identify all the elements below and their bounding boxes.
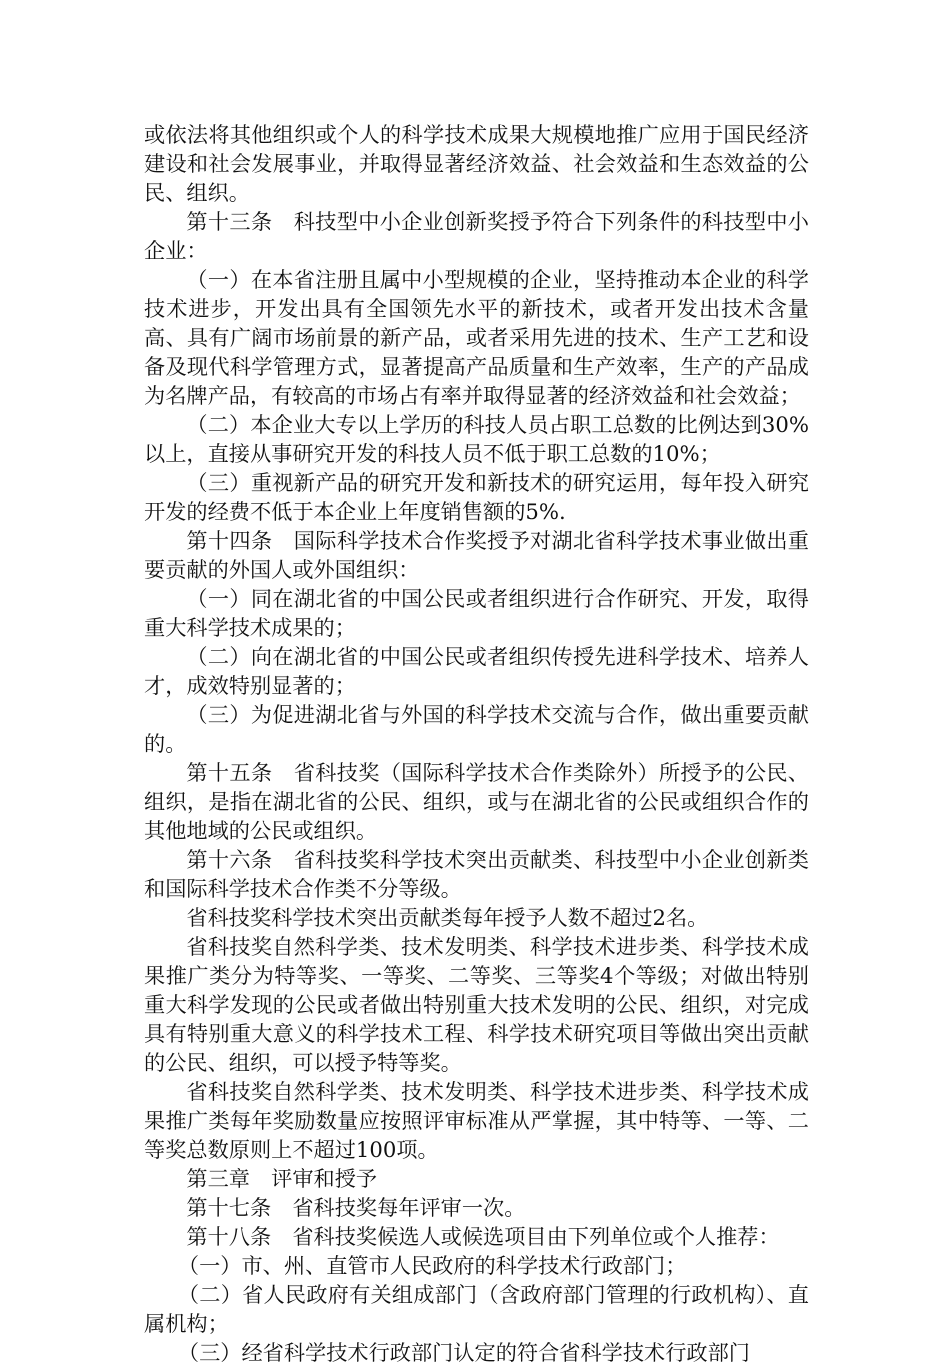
paragraph-continuation: 或依法将其他组织或个人的科学技术成果大规模地推广应用于国民经济建设和社会发展事业，并取得显著经济效益、社会效益和生态效益的公民、组织。 — [144, 122, 809, 205]
article-16: 第十六条 省科技奖科学技术突出贡献类、科技型中小企业创新类和国际科学技术合作类不分等级。 — [144, 847, 809, 901]
article-18-item-3: （三）经省科学技术行政部门认定的符合省科学技术行政部门 — [177, 1340, 750, 1365]
article-18-item-1: （一）市、州、直管市人民政府的科学技术行政部门； — [177, 1253, 687, 1278]
article-16-para-2: 省科技奖科学技术突出贡献类每年授予人数不超过2名。 — [186, 905, 709, 930]
article-13-item-3: （三）重视新产品的研究开发和新技术的研究运用，每年投入研究开发的经费不低于本企业上年度销售额的5%. — [144, 470, 809, 524]
document-body — [144, 120, 809, 1367]
article-14: 第十四条 国际科学技术合作奖授予对湖北省科学技术事业做出重要贡献的外国人或外国组织： — [144, 528, 809, 582]
article-14-item-1: （一）同在湖北省的中国公民或者组织进行合作研究、开发，取得重大科学技术成果的； — [144, 586, 809, 640]
chapter-3-heading: 第三章 评审和授予 — [186, 1166, 378, 1191]
article-13: 第十三条 科技型中小企业创新奖授予符合下列条件的科技型中小企业： — [144, 209, 809, 263]
article-14-item-3: （三）为促进湖北省与外国的科学技术交流与合作，做出重要贡献的。 — [144, 702, 809, 756]
article-14-item-2: （二）向在湖北省的中国公民或者组织传授先进科学技术、培养人才，成效特别显著的； — [144, 644, 809, 698]
article-16-para-3: 省科技奖自然科学类、技术发明类、科学技术进步类、科学技术成果推广类分为特等奖、一等奖、二等奖、三等奖4个等级；对做出特别重大科学发现的公民或者做出特别重大技术发明的公民、组织，对完成具有特别重大意义的科学技术工程、科学技术研究项目等做出突出贡献的公民、组织，可以授予特等奖。 — [144, 934, 809, 1075]
article-18: 第十八条 省科技奖候选人或候选项目由下列单位或个人推荐： — [186, 1224, 780, 1249]
article-13-item-2: （二）本企业大专以上学历的科技人员占职工总数的比例达到30%以上，直接从事研究开发的科技人员不低于职工总数的10%； — [144, 412, 809, 466]
article-16-para-4: 省科技奖自然科学类、技术发明类、科学技术进步类、科学技术成果推广类每年奖励数量应按照评审标准从严掌握，其中特等、一等、二等奖总数原则上不超过100项。 — [144, 1079, 809, 1162]
article-18-item-2: （二）省人民政府有关组成部门（含政府部门管理的行政机构）、直属机构； — [144, 1282, 809, 1336]
article-15: 第十五条 省科技奖（国际科学技术合作类除外）所授予的公民、组织，是指在湖北省的公民、组织，或与在湖北省的公民或组织合作的其他地域的公民或组织。 — [144, 760, 809, 843]
article-17: 第十七条 省科技奖每年评审一次。 — [186, 1195, 526, 1220]
article-13-item-1: （一）在本省注册且属中小型规模的企业，坚持推动本企业的科学技术进步，开发出具有全国领先水平的新技术，或者开发出技术含量高、具有广阔市场前景的新产品，或者采用先进的技术、生产工艺和设备及现代科学管理方式，显著提高产品质量和生产效率，生产的产品成为名牌产品，有较高的市场占有率并取得显著的经济效益和社会效益； — [144, 267, 809, 408]
